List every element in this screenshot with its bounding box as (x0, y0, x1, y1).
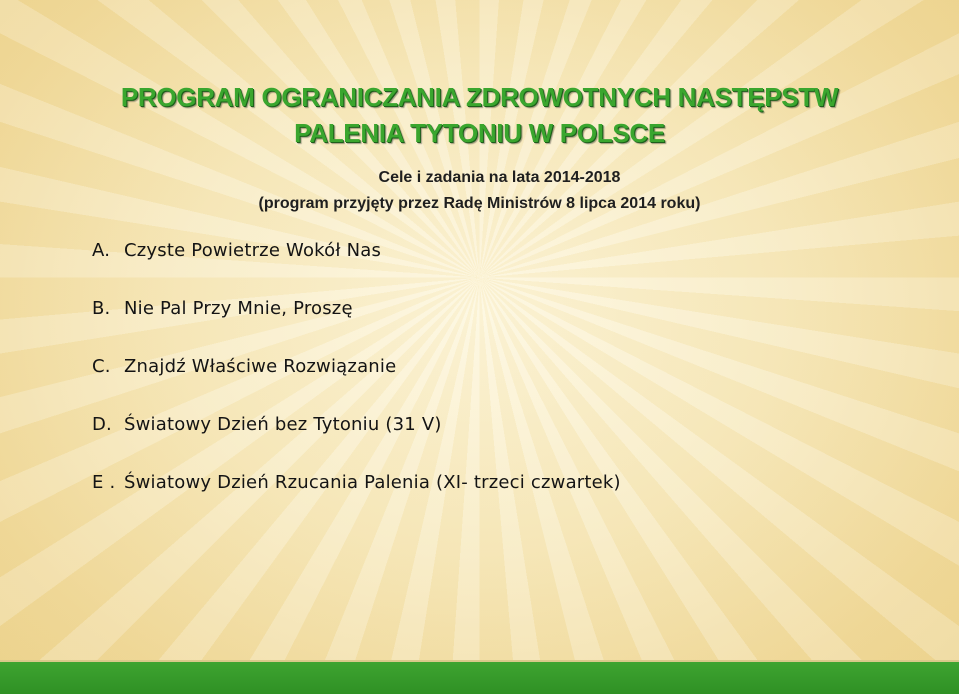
list-item-text: Czyste Powietrze Wokół Nas (124, 240, 382, 261)
list-item-text: Światowy Dzień Rzucania Palenia (XI- trzeci czwartek) (124, 472, 621, 493)
footer-bar (0, 660, 959, 694)
list-item-letter: B. (92, 298, 111, 319)
list-item-letter: C. (92, 356, 111, 377)
subtitle-line-2: (program przyjęty przez Radę Ministrów 8 lipca 2014 roku) (258, 195, 701, 212)
list-item-text: Światowy Dzień bez Tytoniu (31 V) (124, 414, 442, 435)
list-item (92, 238, 621, 296)
list-item-letter: E . (92, 472, 116, 493)
list-item-letter: D. (92, 414, 112, 435)
goals-list (92, 238, 621, 528)
list-item-letter: A. (92, 240, 111, 261)
list-item (92, 412, 621, 470)
title-line-2: PALENIA TYTONIU W POLSCE (294, 118, 665, 148)
list-item (92, 296, 621, 354)
list-item (92, 470, 621, 528)
subtitle-line-1: Cele i zadania na lata 2014-2018 (378, 169, 621, 186)
title-line-1: PROGRAM OGRANICZANIA ZDROWOTNYCH NASTĘPSTW (120, 82, 839, 112)
list-item-text: Nie Pal Przy Mnie, Proszę (124, 298, 353, 319)
list-item (92, 354, 621, 412)
list-item-text: Znajdź Właściwe Rozwiązanie (124, 356, 397, 377)
